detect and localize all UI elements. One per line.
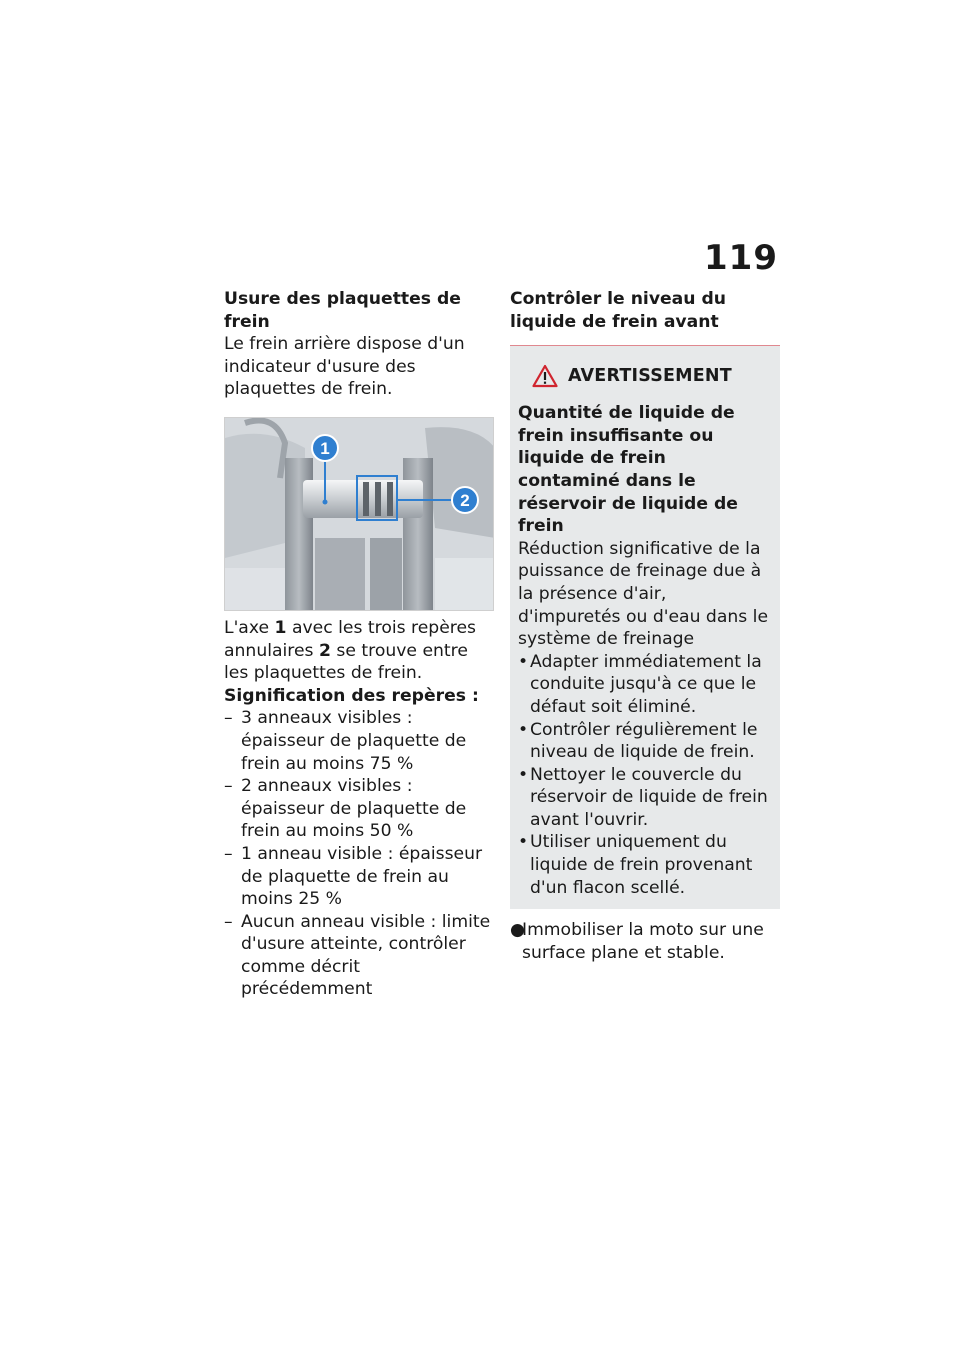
figure-caption [224, 617, 494, 685]
meaning-item: – 2 anneaux visibles : épaisseur de plaquette de frein au moins 50 % [224, 775, 494, 843]
section-title-check-brake-fluid: Contrôler le niveau du liquide de frein avant [510, 289, 727, 332]
left-column [224, 288, 494, 1001]
right-column [510, 288, 780, 964]
caption-text-3: se trouve entre les plaquettes de frein. [224, 640, 468, 684]
caption-ref-2: 2 [318, 640, 331, 661]
warning-subtitle: Quantité de liquide de frein insuffisante ou liquide de frein contaminé dans le réservoir de liquide de frein [518, 403, 738, 537]
warning-header [532, 364, 772, 388]
meaning-item: – 1 anneau visible : épaisseur de plaquette de frein au moins 25 % [224, 843, 494, 911]
warning-title: AVERTISSEMENT [568, 366, 732, 387]
warning-bullets [518, 651, 772, 900]
meaning-title: Signification des repères : [224, 685, 479, 706]
meaning-item: – 3 anneaux visibles : épaisseur de plaquette de frein au moins 75 % [224, 707, 494, 775]
warning-bullet: • Utiliser uniquement du liquide de frein provenant d'un flacon scellé. [518, 831, 772, 899]
meaning-list [224, 707, 494, 1001]
caption-text-1: L'axe [224, 617, 275, 638]
callout-label-1: 1 [320, 438, 330, 458]
intro-paragraph: Le frein arrière dispose d'un indicateur d'usure des plaquettes de frein. [224, 334, 465, 400]
caption-ref-1: 1 [274, 617, 287, 638]
warning-body: Réduction significative de la puissance de freinage due à la présence d'air, d'impuretés ou d'eau dans le système de freinage [518, 538, 769, 650]
section-title-brake-pad-wear: Usure des plaquettes de frein [224, 289, 461, 332]
page-number: 119 [704, 238, 778, 278]
warning-triangle-icon [532, 364, 558, 388]
callout-label-2: 2 [460, 490, 470, 510]
caption-text-2: avec les trois repères annulaires [224, 617, 477, 661]
action-step [510, 919, 780, 964]
action-text: Immobiliser la moto sur une surface plane et stable. [522, 920, 764, 963]
warning-bullet: • Adapter immédiatement la conduite jusqu'à ce que le défaut soit éliminé. [518, 651, 772, 719]
warning-bullet: • Contrôler régulièrement le niveau de liquide de frein. [518, 719, 772, 764]
warning-box [510, 345, 780, 909]
brake-pad-figure [224, 417, 494, 611]
action-bullet-icon: ● [510, 920, 525, 941]
meaning-item: – Aucun anneau visible : limite d'usure atteinte, contrôler comme décrit précédemment [224, 911, 494, 1001]
brake-caliper-illustration [225, 418, 494, 611]
warning-bullet: • Nettoyer le couvercle du réservoir de liquide de frein avant l'ouvrir. [518, 764, 772, 832]
